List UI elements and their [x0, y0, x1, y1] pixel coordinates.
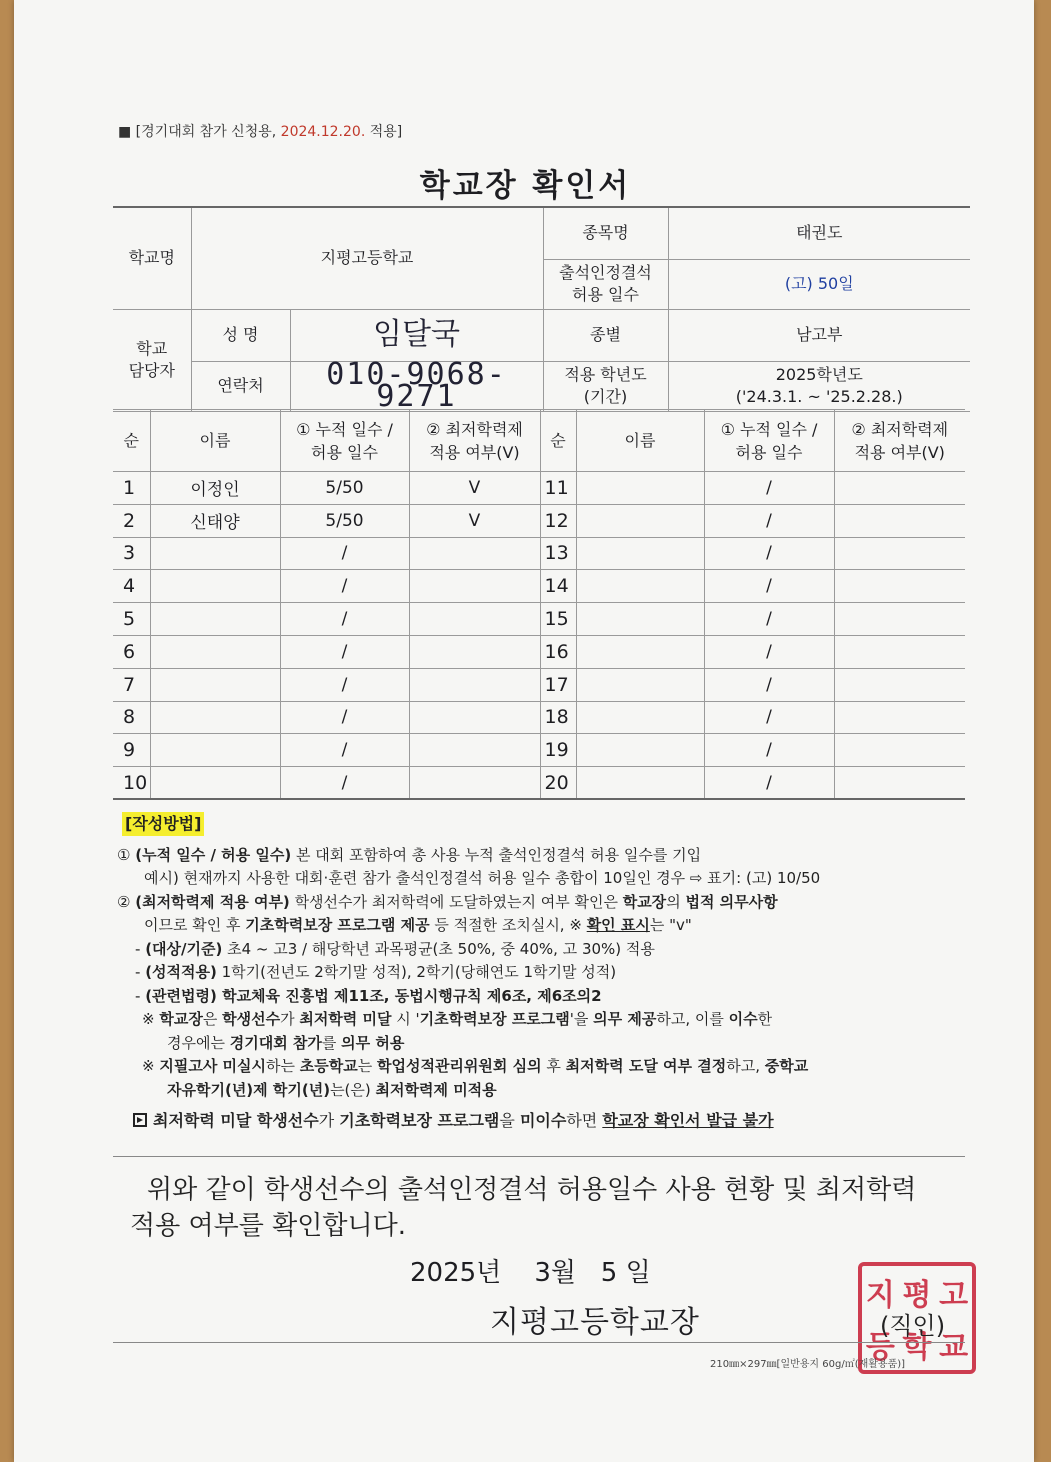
- cell-left-no: 3: [113, 537, 150, 570]
- manager-contact: 010-9068-9271: [290, 361, 543, 411]
- cell-right-no: 20: [540, 767, 576, 800]
- cell-right-name: [576, 767, 704, 800]
- cell-left-name: [150, 635, 280, 668]
- guide-line-1: ① (누적 일수 / 허용 일수) 본 대회 포함하여 총 사용 누적 출석인정결석 허용 일수를 기입: [117, 845, 702, 864]
- table-row: [113, 570, 965, 603]
- header-min-2: ② 최저학력제 적용 여부(V): [834, 410, 965, 472]
- cell-right-min: [834, 570, 965, 603]
- cell-right-min: [834, 603, 965, 636]
- table-row: [113, 668, 965, 701]
- cell-left-days: /: [280, 537, 409, 570]
- event-value: 태권도: [668, 207, 970, 259]
- cell-right-name: [576, 570, 704, 603]
- confirmation-line-1: 위와 같이 학생선수의 출석인정결석 허용일수 사용 현황 및 최저학력: [147, 1175, 917, 1205]
- table-row: [113, 767, 965, 800]
- header-min: ② 최저학력제 적용 여부(V): [409, 410, 540, 472]
- cell-right-min: [834, 472, 965, 505]
- contact-label: 연락처: [191, 361, 290, 411]
- cell-right-name: [576, 635, 704, 668]
- cell-left-min: V: [409, 504, 540, 537]
- cell-left-days: /: [280, 603, 409, 636]
- year-cell: [668, 361, 970, 411]
- cell-left-days: /: [280, 734, 409, 767]
- guide-line-11: 자유학기(년)제 학기(년)는(은) 최저학력제 미적용: [167, 1080, 497, 1099]
- cell-right-no: 19: [540, 734, 576, 767]
- event-label: 종목명: [543, 207, 668, 259]
- cell-right-no: 15: [540, 603, 576, 636]
- cell-right-min: [834, 537, 965, 570]
- cell-right-min: [834, 668, 965, 701]
- cell-right-days: /: [704, 635, 834, 668]
- cell-right-no: 14: [540, 570, 576, 603]
- division-value: 남고부: [668, 309, 970, 361]
- cell-right-days: /: [704, 734, 834, 767]
- cell-left-min: [409, 603, 540, 636]
- header-no: 순: [113, 410, 150, 472]
- guide-line-3: ② (최저학력제 적용 여부) 학생선수가 최저학력에 도달하였는지 여부 확인은 학교장의 법적 의무사항: [117, 892, 778, 911]
- cell-right-name: [576, 734, 704, 767]
- footer-divider: [113, 1342, 965, 1343]
- cell-left-days: /: [280, 701, 409, 734]
- table-row: [113, 734, 965, 767]
- student-list-table: [113, 409, 965, 800]
- cell-right-name: [576, 603, 704, 636]
- cell-right-days: /: [704, 701, 834, 734]
- cell-right-name: [576, 668, 704, 701]
- confirmation-line-2: 적용 여부를 확인합니다.: [130, 1211, 406, 1241]
- cell-left-days: /: [280, 668, 409, 701]
- division-label: 종별: [543, 309, 668, 361]
- header-note-suffix: 적용]: [365, 124, 403, 140]
- cell-left-name: [150, 701, 280, 734]
- manager-name: 임달국: [290, 309, 543, 361]
- cell-right-min: [834, 635, 965, 668]
- cell-left-min: [409, 537, 540, 570]
- guide-line-10: ※ 지필고사 미실시하는 초등학교는 학업성적관리위원회 심의 후 최저학력 도달 여부 결정하고, 중학교: [142, 1057, 809, 1075]
- cell-left-no: 2: [113, 504, 150, 537]
- cell-left-days: /: [280, 570, 409, 603]
- table-row: [113, 603, 965, 636]
- school-label: 학교명: [113, 207, 191, 309]
- school-name: 지평고등학교: [191, 207, 543, 309]
- header-name: 이름: [150, 410, 280, 472]
- cell-left-name: [150, 603, 280, 636]
- paper-spec-footnote: 210㎜×297㎜[일반용지 60g/㎡(재활용품)]: [710, 1359, 906, 1370]
- info-table: [113, 206, 970, 412]
- cell-left-min: [409, 635, 540, 668]
- principal-title: 지평고등학교장: [490, 1305, 700, 1340]
- issue-date: 2025년 3월 5 일: [410, 1258, 651, 1288]
- school-seal-stamp: 지 평 고 등 학 교: [858, 1262, 976, 1374]
- header-note-prefix: ■ [경기대회 참가 신청용,: [118, 124, 281, 140]
- header-note: [118, 121, 402, 141]
- cell-left-min: [409, 767, 540, 800]
- cell-right-days: /: [704, 570, 834, 603]
- cell-left-name: [150, 570, 280, 603]
- header-note-date: 2024.12.20.: [280, 124, 366, 140]
- guide-line-7: - (관련법령) 학교체육 진흥법 제11조, 동법시행규칙 제6조, 제6조의2: [135, 986, 602, 1005]
- cell-left-days: /: [280, 635, 409, 668]
- table-row: [113, 701, 965, 734]
- cell-left-min: [409, 701, 540, 734]
- cell-left-no: 9: [113, 734, 150, 767]
- cell-left-no: 5: [113, 603, 150, 636]
- guide-line-2: 예시) 현재까지 사용한 대회·훈련 참가 출석인정결석 허용 일수 총합이 10일인 경우 ⇨ 표기: (고) 10/50: [144, 869, 821, 887]
- manager-label: 학교 담당자: [113, 309, 191, 411]
- cell-left-days: /: [280, 767, 409, 800]
- cell-right-days: /: [704, 767, 834, 800]
- confirmation-statement: [130, 1172, 960, 1244]
- cell-left-min: V: [409, 472, 540, 505]
- cell-right-days: /: [704, 668, 834, 701]
- cell-right-name: [576, 504, 704, 537]
- cell-right-no: 16: [540, 635, 576, 668]
- name-label: 성 명: [191, 309, 290, 361]
- header-no-2: 순: [540, 410, 576, 472]
- cell-right-days: /: [704, 537, 834, 570]
- header-days: ① 누적 일수 / 허용 일수: [280, 410, 409, 472]
- year-value: 2025학년도: [775, 365, 863, 384]
- cell-left-no: 6: [113, 635, 150, 668]
- cell-right-min: [834, 734, 965, 767]
- cell-right-days: /: [704, 472, 834, 505]
- cell-left-name: [150, 668, 280, 701]
- table-row: [113, 504, 965, 537]
- header-name-2: 이름: [576, 410, 704, 472]
- year-label: 적용 학년도 (기간): [543, 361, 668, 411]
- cell-right-no: 13: [540, 537, 576, 570]
- cell-left-no: 7: [113, 668, 150, 701]
- guide-line-9: 경우에는 경기대회 참가를 의무 허용: [167, 1033, 405, 1052]
- cell-right-days: /: [704, 504, 834, 537]
- cell-right-no: 18: [540, 701, 576, 734]
- cell-right-name: [576, 472, 704, 505]
- instructions: [117, 812, 967, 1133]
- cell-right-name: [576, 537, 704, 570]
- cell-left-name: [150, 537, 280, 570]
- seal-label: (직인): [880, 1312, 946, 1340]
- days-label: 출석인정결석 허용 일수: [543, 259, 668, 309]
- cell-right-no: 11: [540, 472, 576, 505]
- cell-left-min: [409, 570, 540, 603]
- student-list-body: [113, 472, 965, 800]
- cell-left-name: 이정인: [150, 472, 280, 505]
- document-title: 학교장 확인서: [419, 168, 632, 204]
- cell-left-name: 신태양: [150, 504, 280, 537]
- guide-line-5: - (대상/기준) 초4 ~ 고3 / 해당학년 과목평균(초 50%, 중 40%, 고 30%) 적용: [135, 939, 655, 958]
- list-header-row: [113, 410, 965, 472]
- cell-left-days: 5/50: [280, 472, 409, 505]
- cell-left-no: 10: [113, 767, 150, 800]
- instructions-heading: [작성방법]: [122, 812, 204, 836]
- table-row: [113, 537, 965, 570]
- arrow-box-icon: [133, 1113, 147, 1127]
- cell-right-name: [576, 701, 704, 734]
- days-value: (고) 50일: [668, 259, 970, 309]
- guide-line-6: - (성적적용) 1학기(전년도 2학기말 성적), 2학기(당해연도 1학기말 성적): [135, 963, 617, 981]
- cell-left-min: [409, 668, 540, 701]
- cell-left-days: 5/50: [280, 504, 409, 537]
- cell-left-no: 1: [113, 472, 150, 505]
- header-days-2: ① 누적 일수 / 허용 일수: [704, 410, 834, 472]
- table-row: [113, 472, 965, 505]
- guide-line-4: 이므로 확인 후 기초학력보장 프로그램 제공 등 적절한 조치실시, ※ 확인 표시는 "v": [144, 916, 692, 934]
- cell-left-name: [150, 734, 280, 767]
- cell-left-no: 4: [113, 570, 150, 603]
- cell-right-min: [834, 504, 965, 537]
- table-row: [113, 635, 965, 668]
- cell-right-no: 12: [540, 504, 576, 537]
- cell-left-no: 8: [113, 701, 150, 734]
- guide-line-8: ※ 학교장은 학생선수가 최저학력 미달 시 '기초학력보장 프로그램'을 의무 제공하고, 이를 이수한: [142, 1010, 773, 1028]
- cell-right-min: [834, 701, 965, 734]
- guide-final-line: 최저학력 미달 학생선수가 기초학력보장 프로그램을 미이수하면 학교장 확인서 발급 불가: [117, 1109, 967, 1133]
- cell-right-no: 17: [540, 668, 576, 701]
- cell-left-min: [409, 734, 540, 767]
- cell-right-days: /: [704, 603, 834, 636]
- cell-left-name: [150, 767, 280, 800]
- period-value: ('24.3.1. ~ '25.2.28.): [735, 387, 903, 406]
- cell-right-min: [834, 767, 965, 800]
- divider: [113, 1156, 965, 1157]
